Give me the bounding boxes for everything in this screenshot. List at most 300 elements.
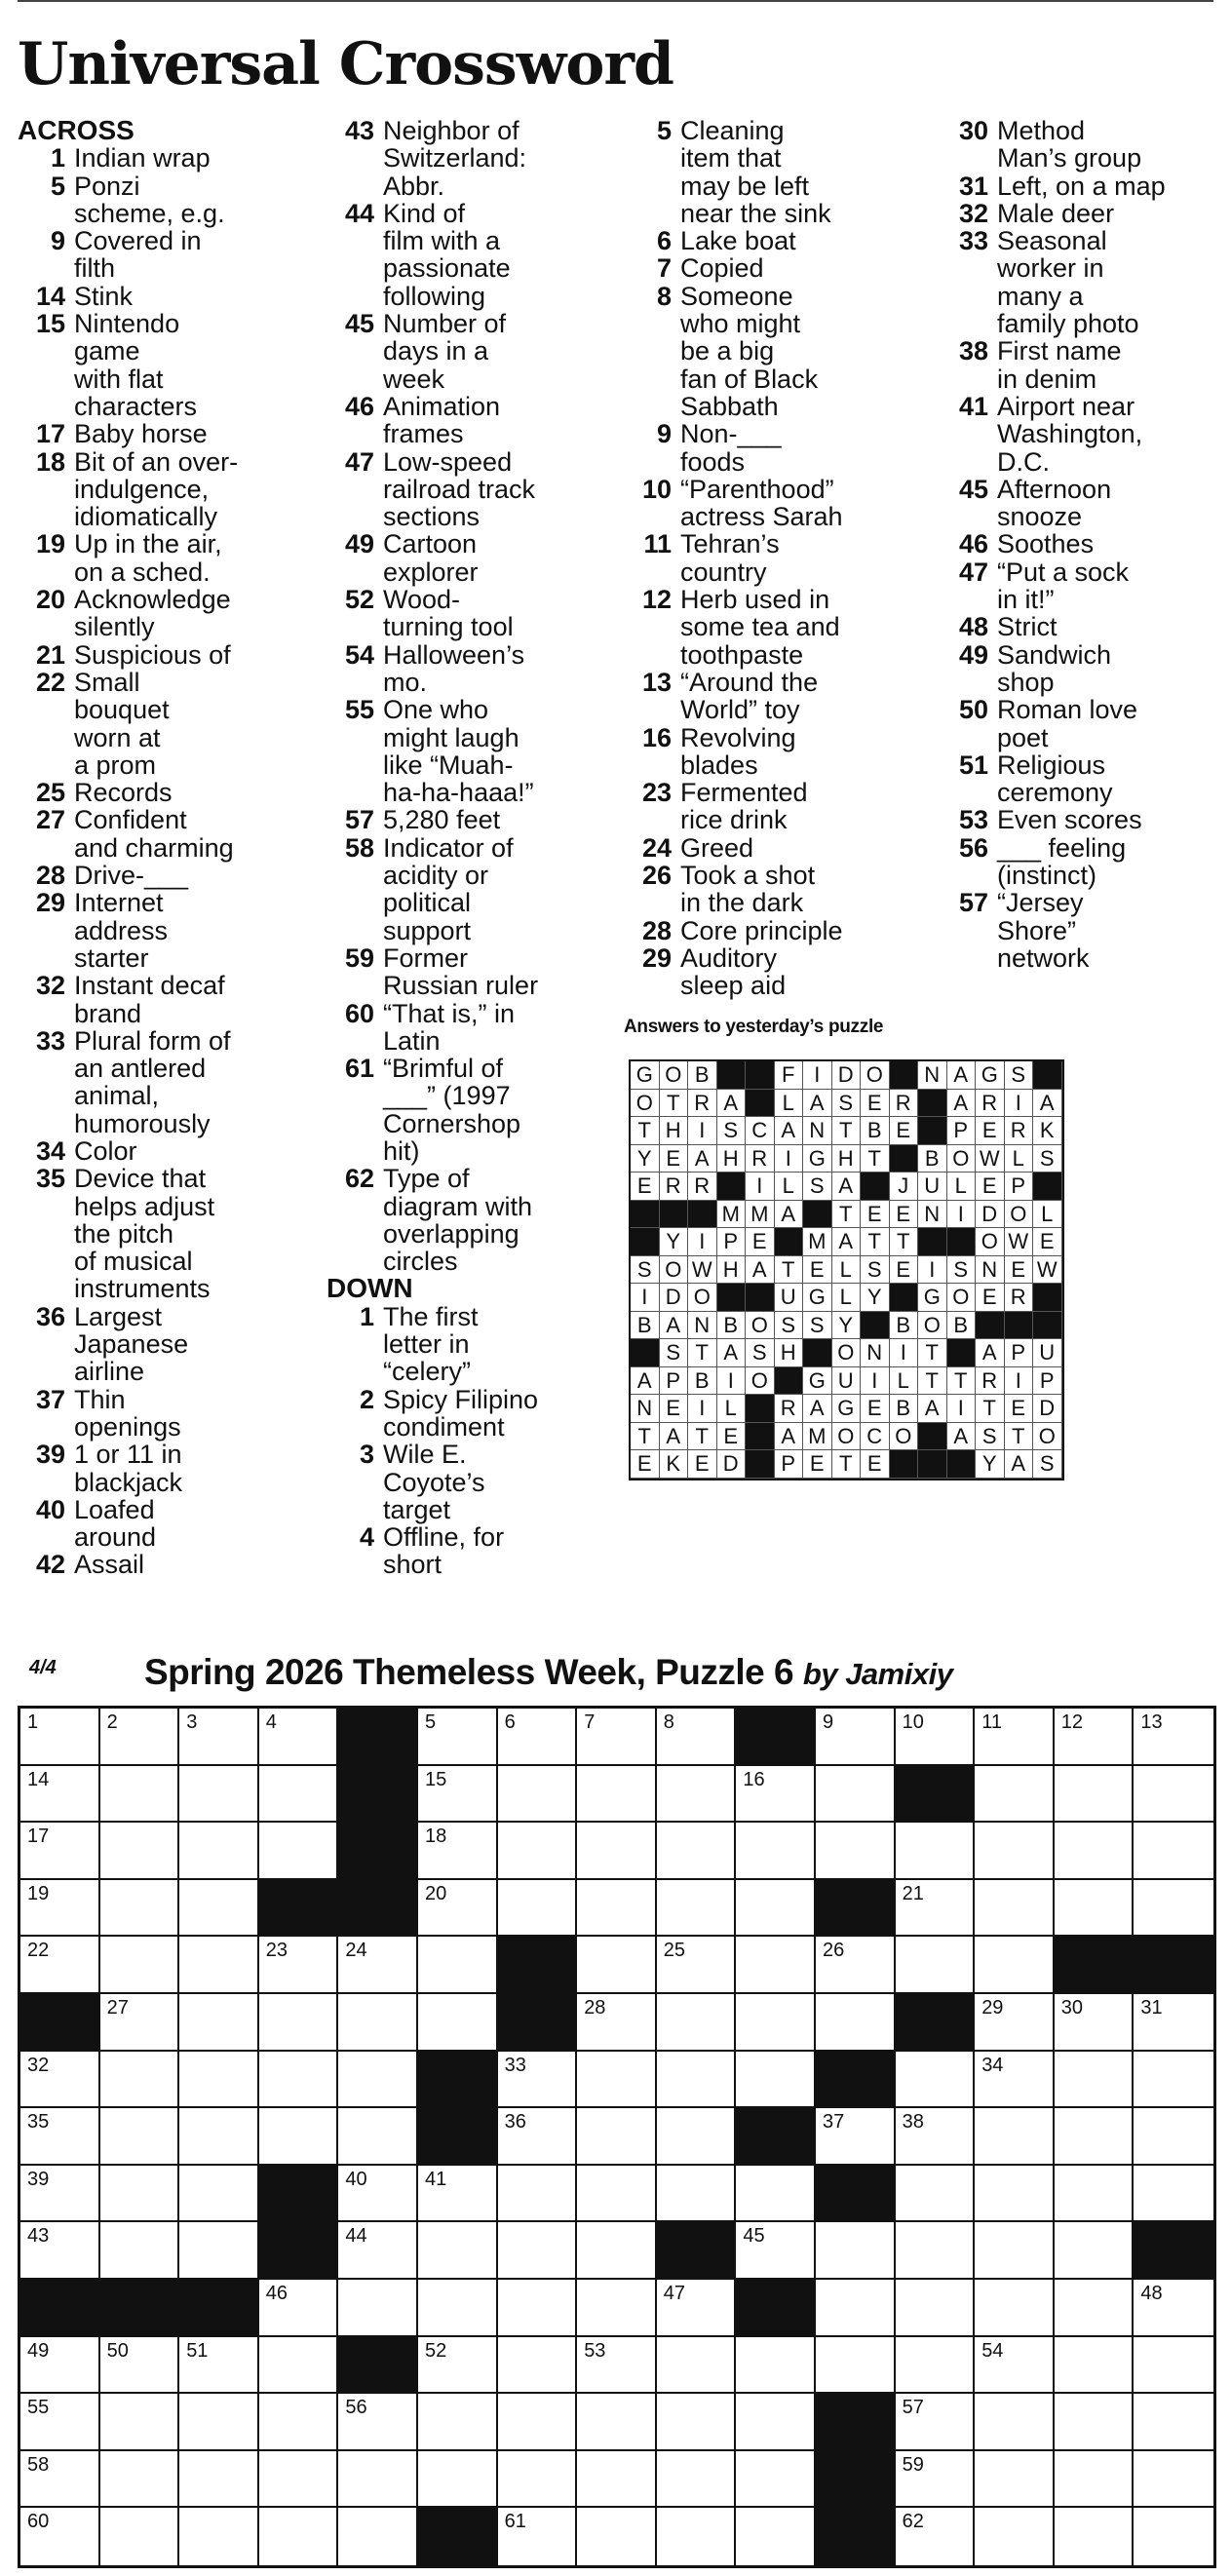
grid-cell[interactable] bbox=[816, 1709, 896, 1766]
answer-letter: A bbox=[660, 1312, 689, 1340]
answer-letter: Y bbox=[631, 1145, 660, 1173]
grid-cell[interactable] bbox=[418, 2280, 498, 2337]
answer-letter: R bbox=[688, 1090, 717, 1118]
answer-letter: H bbox=[660, 1117, 689, 1145]
answer-letter: T bbox=[976, 1395, 1005, 1423]
cell-number: 29 bbox=[981, 1997, 1004, 2019]
grid-cell[interactable] bbox=[259, 1766, 339, 1824]
grid-cell[interactable] bbox=[736, 2451, 816, 2509]
grid-cell[interactable] bbox=[338, 1994, 418, 2052]
grid-cell[interactable] bbox=[657, 2508, 737, 2565]
answer-letter: A bbox=[1033, 1090, 1062, 1118]
clue-item bbox=[18, 669, 329, 779]
grid-cell[interactable] bbox=[20, 2108, 100, 2166]
clue-text: Thin openings bbox=[74, 1384, 181, 1442]
grid-cell[interactable] bbox=[736, 2166, 816, 2223]
grid-cell[interactable] bbox=[498, 2166, 578, 2223]
grid-cell[interactable] bbox=[736, 1766, 816, 1824]
grid-cell[interactable] bbox=[100, 2337, 180, 2395]
grid-cell[interactable] bbox=[100, 2394, 180, 2451]
clue-number: 51 bbox=[958, 750, 988, 780]
clue-item bbox=[327, 393, 658, 448]
grid-cell[interactable] bbox=[816, 1766, 896, 1824]
answer-letter: E bbox=[976, 1284, 1005, 1312]
grid-cell[interactable] bbox=[1055, 2451, 1135, 2509]
clue-item bbox=[18, 420, 329, 447]
grid-cell[interactable] bbox=[338, 2052, 418, 2109]
answer-letter: E bbox=[1033, 1228, 1062, 1256]
grid-cell[interactable] bbox=[736, 2394, 816, 2451]
grid-cell[interactable] bbox=[657, 2052, 737, 2109]
cell-number: 46 bbox=[265, 2283, 289, 2304]
clue-number: 1 bbox=[50, 143, 65, 173]
grid-cell[interactable] bbox=[975, 2508, 1055, 2565]
grid-cell[interactable] bbox=[657, 2451, 737, 2509]
grid-cell[interactable] bbox=[816, 2337, 896, 2395]
grid-cell[interactable] bbox=[498, 2451, 578, 2509]
grid-cell[interactable] bbox=[338, 2108, 418, 2166]
answer-letter: B bbox=[688, 1367, 717, 1396]
grid-cell[interactable] bbox=[179, 1937, 259, 1994]
grid-cell[interactable] bbox=[179, 1823, 259, 1880]
grid-cell[interactable] bbox=[338, 2394, 418, 2451]
grid-cell[interactable] bbox=[1134, 2394, 1213, 2451]
clue-number: 34 bbox=[35, 1135, 65, 1166]
grid-cell[interactable] bbox=[1134, 2052, 1213, 2109]
grid-cell[interactable] bbox=[418, 1709, 498, 1766]
grid-block bbox=[259, 1880, 339, 1938]
clue-item bbox=[624, 862, 945, 917]
grid-cell[interactable] bbox=[338, 2508, 418, 2565]
clue-text: Left, on a map bbox=[997, 171, 1166, 201]
clue-number: 46 bbox=[344, 391, 374, 421]
grid-cell[interactable] bbox=[657, 1709, 737, 1766]
grid-cell[interactable] bbox=[975, 1823, 1055, 1880]
grid-cell[interactable] bbox=[418, 1937, 498, 1994]
grid-cell[interactable] bbox=[259, 1709, 339, 1766]
grid-cell[interactable] bbox=[498, 2280, 578, 2337]
grid-cell[interactable] bbox=[179, 2052, 259, 2109]
grid-cell[interactable] bbox=[1055, 2337, 1135, 2395]
grid-cell[interactable] bbox=[1134, 2108, 1213, 2166]
clue-item bbox=[941, 200, 1231, 227]
clue-item bbox=[18, 586, 329, 641]
clue-item bbox=[624, 283, 945, 420]
grid-cell[interactable] bbox=[975, 1880, 1055, 1938]
clue-text: Records bbox=[74, 778, 173, 808]
grid-cell[interactable] bbox=[259, 2394, 339, 2451]
cell-number: 5 bbox=[425, 1711, 437, 1733]
clue-item bbox=[941, 337, 1231, 393]
grid-cell[interactable] bbox=[657, 1994, 737, 2052]
grid-cell[interactable] bbox=[816, 1994, 896, 2052]
grid-cell[interactable] bbox=[736, 2508, 816, 2565]
page-number: 4/4 bbox=[29, 1657, 57, 1678]
grid-cell[interactable] bbox=[100, 2508, 180, 2565]
clue-number: 45 bbox=[344, 309, 374, 339]
grid-cell[interactable] bbox=[179, 1994, 259, 2052]
grid-cell[interactable] bbox=[179, 2222, 259, 2280]
grid-cell[interactable] bbox=[179, 1880, 259, 1938]
grid-cell[interactable] bbox=[498, 1766, 578, 1824]
grid-cell[interactable] bbox=[179, 2166, 259, 2223]
grid-cell[interactable] bbox=[338, 2166, 418, 2223]
grid-cell[interactable] bbox=[577, 1766, 657, 1824]
clue-text: Stink bbox=[74, 281, 134, 311]
grid-cell[interactable] bbox=[736, 1937, 816, 1994]
grid-cell[interactable] bbox=[498, 2508, 578, 2565]
grid-cell[interactable] bbox=[736, 2222, 816, 2280]
grid-cell[interactable] bbox=[338, 2222, 418, 2280]
clue-number: 32 bbox=[35, 971, 65, 1001]
clue-number: 30 bbox=[958, 116, 988, 145]
grid-cell[interactable] bbox=[975, 2166, 1055, 2223]
grid-cell[interactable] bbox=[896, 2222, 976, 2280]
grid-cell[interactable] bbox=[577, 2280, 657, 2337]
grid-cell[interactable] bbox=[657, 1937, 737, 1994]
answer-block bbox=[918, 1450, 947, 1479]
grid-cell[interactable] bbox=[1055, 1994, 1135, 2052]
grid-cell[interactable] bbox=[577, 2108, 657, 2166]
grid-cell[interactable] bbox=[338, 2451, 418, 2509]
clue-item bbox=[327, 641, 658, 697]
answer-letter: R bbox=[775, 1395, 804, 1423]
grid-cell[interactable] bbox=[100, 1880, 180, 1938]
clue-number: 25 bbox=[35, 778, 65, 808]
cell-number: 20 bbox=[425, 1882, 447, 1904]
clue-number: 37 bbox=[35, 1384, 65, 1414]
grid-cell[interactable] bbox=[20, 2052, 100, 2109]
grid-cell[interactable] bbox=[975, 2451, 1055, 2509]
grid-cell[interactable] bbox=[100, 1709, 180, 1766]
grid-cell[interactable] bbox=[498, 2108, 578, 2166]
grid-cell[interactable] bbox=[816, 1937, 896, 1994]
grid-cell[interactable] bbox=[657, 2337, 737, 2395]
grid-cell[interactable] bbox=[736, 2052, 816, 2109]
grid-cell[interactable] bbox=[577, 2166, 657, 2223]
grid-cell[interactable] bbox=[816, 1823, 896, 1880]
grid-cell[interactable] bbox=[418, 1994, 498, 2052]
grid-cell[interactable] bbox=[1055, 2052, 1135, 2109]
grid-cell[interactable] bbox=[1134, 2280, 1213, 2337]
grid-cell[interactable] bbox=[577, 2052, 657, 2109]
grid-cell[interactable] bbox=[418, 2451, 498, 2509]
answer-letter: I bbox=[717, 1367, 747, 1396]
grid-cell[interactable] bbox=[20, 2508, 100, 2565]
grid-cell[interactable] bbox=[1134, 1709, 1213, 1766]
answer-letter: T bbox=[660, 1090, 689, 1118]
grid-cell[interactable] bbox=[975, 2280, 1055, 2337]
grid-cell[interactable] bbox=[975, 2337, 1055, 2395]
grid-cell[interactable] bbox=[259, 2451, 339, 2509]
cell-number: 45 bbox=[743, 2225, 765, 2248]
grid-cell[interactable] bbox=[657, 2280, 737, 2337]
answer-letter: Y bbox=[832, 1312, 862, 1340]
grid-cell[interactable] bbox=[418, 1880, 498, 1938]
answer-letter: T bbox=[688, 1339, 717, 1367]
grid-cell[interactable] bbox=[1134, 1823, 1213, 1880]
grid-cell[interactable] bbox=[418, 2394, 498, 2451]
grid-cell[interactable] bbox=[816, 2222, 896, 2280]
grid-cell[interactable] bbox=[1055, 1880, 1135, 1938]
answer-letter: Y bbox=[976, 1450, 1005, 1479]
grid-cell[interactable] bbox=[100, 1994, 180, 2052]
clue-number: 29 bbox=[35, 888, 65, 918]
grid-cell[interactable] bbox=[657, 1823, 737, 1880]
clue-item bbox=[327, 530, 658, 586]
grid-cell[interactable] bbox=[975, 2394, 1055, 2451]
grid-cell[interactable] bbox=[577, 1823, 657, 1880]
grid-cell[interactable] bbox=[975, 2222, 1055, 2280]
grid-cell[interactable] bbox=[896, 2337, 976, 2395]
answer-letter: E bbox=[803, 1450, 832, 1479]
clue-text: Suspicious of bbox=[74, 639, 231, 670]
clue-text: Confident and charming bbox=[74, 805, 234, 863]
grid-cell[interactable] bbox=[20, 2337, 100, 2395]
cell-number: 22 bbox=[27, 1940, 50, 1962]
grid-cell[interactable] bbox=[577, 2508, 657, 2565]
grid-cell[interactable] bbox=[100, 1823, 180, 1880]
cell-number: 37 bbox=[823, 2111, 845, 2134]
grid-cell[interactable] bbox=[1055, 1709, 1135, 1766]
grid-cell[interactable] bbox=[975, 2052, 1055, 2109]
grid-cell[interactable] bbox=[975, 1766, 1055, 1824]
answer-letter: E bbox=[861, 1450, 890, 1479]
grid-cell[interactable] bbox=[577, 1709, 657, 1766]
answer-letter: A bbox=[918, 1395, 947, 1423]
grid-cell[interactable] bbox=[1134, 1880, 1213, 1938]
clue-item bbox=[327, 944, 658, 1000]
grid-cell[interactable] bbox=[100, 2108, 180, 2166]
clue-text: Herb used in some tea and toothpaste bbox=[680, 585, 840, 670]
grid-cell[interactable] bbox=[896, 2280, 976, 2337]
grid-cell[interactable] bbox=[20, 2451, 100, 2509]
grid-cell[interactable] bbox=[20, 1766, 100, 1824]
answer-letter: A bbox=[947, 1061, 977, 1090]
answer-block bbox=[861, 1173, 890, 1201]
answer-letter: T bbox=[918, 1367, 947, 1396]
grid-cell[interactable] bbox=[259, 1823, 339, 1880]
cell-number: 11 bbox=[981, 1711, 1002, 1733]
clue-text: Airport near Washington, D.C. bbox=[997, 391, 1143, 477]
grid-cell[interactable] bbox=[20, 1823, 100, 1880]
grid-cell[interactable] bbox=[418, 2222, 498, 2280]
grid-cell[interactable] bbox=[896, 1880, 976, 1938]
clue-text: Ponzi scheme, e.g. bbox=[74, 171, 225, 228]
grid-cell[interactable] bbox=[1055, 2108, 1135, 2166]
grid-cell[interactable] bbox=[179, 2451, 259, 2509]
grid-cell[interactable] bbox=[1055, 1823, 1135, 1880]
grid-cell[interactable] bbox=[100, 2222, 180, 2280]
grid-cell[interactable] bbox=[259, 2337, 339, 2395]
answer-letter: A bbox=[803, 1395, 832, 1423]
grid-cell[interactable] bbox=[1134, 2166, 1213, 2223]
grid-cell[interactable] bbox=[657, 1766, 737, 1824]
grid-cell[interactable] bbox=[975, 1937, 1055, 1994]
answer-letter: S bbox=[832, 1090, 862, 1118]
grid-cell[interactable] bbox=[179, 2337, 259, 2395]
answer-letter: A bbox=[947, 1090, 977, 1118]
answer-block bbox=[918, 1423, 947, 1451]
grid-cell[interactable] bbox=[1134, 2337, 1213, 2395]
grid-cell[interactable] bbox=[179, 1766, 259, 1824]
grid-cell[interactable] bbox=[100, 2166, 180, 2223]
grid-cell[interactable] bbox=[577, 2337, 657, 2395]
clue-number: 54 bbox=[344, 639, 374, 670]
grid-block bbox=[259, 2166, 339, 2223]
grid-cell[interactable] bbox=[1055, 2222, 1135, 2280]
answer-letter: H bbox=[832, 1145, 862, 1173]
grid-cell[interactable] bbox=[20, 2166, 100, 2223]
clue-item bbox=[941, 117, 1231, 173]
grid-cell[interactable] bbox=[577, 2394, 657, 2451]
grid-cell[interactable] bbox=[657, 2166, 737, 2223]
grid-cell[interactable] bbox=[498, 1880, 578, 1938]
grid-cell[interactable] bbox=[100, 1766, 180, 1824]
grid-cell[interactable] bbox=[498, 2394, 578, 2451]
grid-cell[interactable] bbox=[338, 2280, 418, 2337]
grid-cell[interactable] bbox=[896, 2052, 976, 2109]
grid-cell[interactable] bbox=[657, 2108, 737, 2166]
grid-cell[interactable] bbox=[498, 1823, 578, 1880]
answer-letter: T bbox=[861, 1228, 890, 1256]
grid-cell[interactable] bbox=[896, 1823, 976, 1880]
grid-cell[interactable] bbox=[1055, 1766, 1135, 1824]
grid-cell[interactable] bbox=[20, 1880, 100, 1938]
clue-text: Someone who might be a big fan of Black Sabbath bbox=[680, 281, 819, 421]
grid-cell[interactable] bbox=[736, 2337, 816, 2395]
grid-cell[interactable] bbox=[179, 2394, 259, 2451]
grid-cell[interactable] bbox=[816, 2280, 896, 2337]
clue-item bbox=[327, 586, 658, 641]
grid-cell[interactable] bbox=[975, 1994, 1055, 2052]
grid-cell[interactable] bbox=[259, 2052, 339, 2109]
grid-cell[interactable] bbox=[736, 1994, 816, 2052]
grid-cell[interactable] bbox=[736, 1823, 816, 1880]
grid-cell[interactable] bbox=[498, 2052, 578, 2109]
grid-cell[interactable] bbox=[577, 1937, 657, 1994]
grid-cell[interactable] bbox=[259, 1937, 339, 1994]
grid-cell[interactable] bbox=[338, 1937, 418, 1994]
grid-cell[interactable] bbox=[100, 2451, 180, 2509]
clue-number: 2 bbox=[359, 1384, 374, 1414]
clue-text: Took a shot in the dark bbox=[680, 861, 816, 918]
grid-cell[interactable] bbox=[1055, 2508, 1135, 2565]
clue-item bbox=[941, 889, 1231, 972]
grid-cell[interactable] bbox=[736, 1880, 816, 1938]
grid-cell[interactable] bbox=[577, 2222, 657, 2280]
answer-letter: A bbox=[947, 1423, 977, 1451]
grid-cell[interactable] bbox=[100, 2052, 180, 2109]
grid-cell[interactable] bbox=[179, 2508, 259, 2565]
grid-cell[interactable] bbox=[896, 2394, 976, 2451]
grid-cell[interactable] bbox=[498, 2337, 578, 2395]
answer-letter: E bbox=[890, 1256, 919, 1285]
grid-cell[interactable] bbox=[896, 1709, 976, 1766]
cell-number: 30 bbox=[1060, 1997, 1084, 2019]
grid-cell[interactable] bbox=[1134, 2451, 1213, 2509]
grid-cell[interactable] bbox=[418, 1823, 498, 1880]
grid-cell[interactable] bbox=[1134, 1994, 1213, 2052]
answer-letter: P bbox=[775, 1450, 804, 1479]
clue-text: Soothes bbox=[997, 529, 1095, 559]
clue-item bbox=[941, 476, 1231, 531]
grid-cell[interactable] bbox=[20, 2222, 100, 2280]
grid-cell[interactable] bbox=[498, 1709, 578, 1766]
grid-cell[interactable] bbox=[1055, 2166, 1135, 2223]
grid-cell[interactable] bbox=[975, 2108, 1055, 2166]
answer-block bbox=[775, 1228, 804, 1256]
answer-block bbox=[775, 1367, 804, 1396]
grid-cell[interactable] bbox=[577, 1994, 657, 2052]
answer-letter: H bbox=[717, 1145, 747, 1173]
grid-cell[interactable] bbox=[816, 2108, 896, 2166]
clue-number: 26 bbox=[641, 861, 672, 891]
grid-cell[interactable] bbox=[896, 2108, 976, 2166]
clue-number: 13 bbox=[641, 667, 672, 697]
answer-block bbox=[1033, 1061, 1062, 1090]
grid-cell[interactable] bbox=[577, 1880, 657, 1938]
grid-cell[interactable] bbox=[418, 2166, 498, 2223]
clue-number: 46 bbox=[958, 529, 988, 559]
grid-cell[interactable] bbox=[657, 2394, 737, 2451]
grid-cell[interactable] bbox=[179, 1709, 259, 1766]
clue-item bbox=[18, 779, 329, 806]
answer-letter: A bbox=[688, 1145, 717, 1173]
grid-cell[interactable] bbox=[896, 2508, 976, 2565]
grid-cell[interactable] bbox=[418, 1766, 498, 1824]
answer-letter: L bbox=[890, 1367, 919, 1396]
grid-cell[interactable] bbox=[577, 2451, 657, 2509]
grid-cell[interactable] bbox=[179, 2108, 259, 2166]
clue-text: Spicy Filipino condiment bbox=[383, 1384, 539, 1442]
answer-letter: M bbox=[803, 1423, 832, 1451]
cell-number: 44 bbox=[345, 2225, 367, 2248]
cell-number: 33 bbox=[504, 2054, 526, 2076]
grid-cell[interactable] bbox=[20, 1937, 100, 1994]
answer-letter: I bbox=[947, 1201, 977, 1229]
clue-text: Loafed around bbox=[74, 1494, 157, 1553]
clue-number: 22 bbox=[35, 667, 65, 697]
grid-cell[interactable] bbox=[1134, 2508, 1213, 2565]
grid-cell[interactable] bbox=[1055, 2394, 1135, 2451]
answer-letter: R bbox=[746, 1145, 775, 1173]
grid-cell[interactable] bbox=[20, 1709, 100, 1766]
grid-cell[interactable] bbox=[418, 2337, 498, 2395]
grid-cell[interactable] bbox=[20, 2394, 100, 2451]
grid-cell[interactable] bbox=[259, 2280, 339, 2337]
grid-cell[interactable] bbox=[1055, 2280, 1135, 2337]
grid-cell[interactable] bbox=[975, 1709, 1055, 1766]
cell-number: 60 bbox=[27, 2511, 50, 2533]
grid-cell[interactable] bbox=[100, 1937, 180, 1994]
grid-cell[interactable] bbox=[259, 1994, 339, 2052]
grid-cell[interactable] bbox=[896, 2451, 976, 2509]
grid-cell[interactable] bbox=[896, 1937, 976, 1994]
clue-number: 39 bbox=[35, 1440, 65, 1470]
grid-cell[interactable] bbox=[259, 2508, 339, 2565]
grid-cell[interactable] bbox=[498, 2222, 578, 2280]
clue-text: Revolving blades bbox=[680, 722, 796, 780]
grid-cell[interactable] bbox=[657, 1880, 737, 1938]
grid-cell[interactable] bbox=[259, 2108, 339, 2166]
answer-letter: O bbox=[947, 1145, 977, 1173]
clue-item bbox=[18, 641, 329, 669]
answer-block bbox=[918, 1090, 947, 1118]
answer-letter: R bbox=[976, 1367, 1005, 1396]
grid-cell[interactable] bbox=[1134, 1766, 1213, 1824]
grid-cell[interactable] bbox=[896, 2166, 976, 2223]
